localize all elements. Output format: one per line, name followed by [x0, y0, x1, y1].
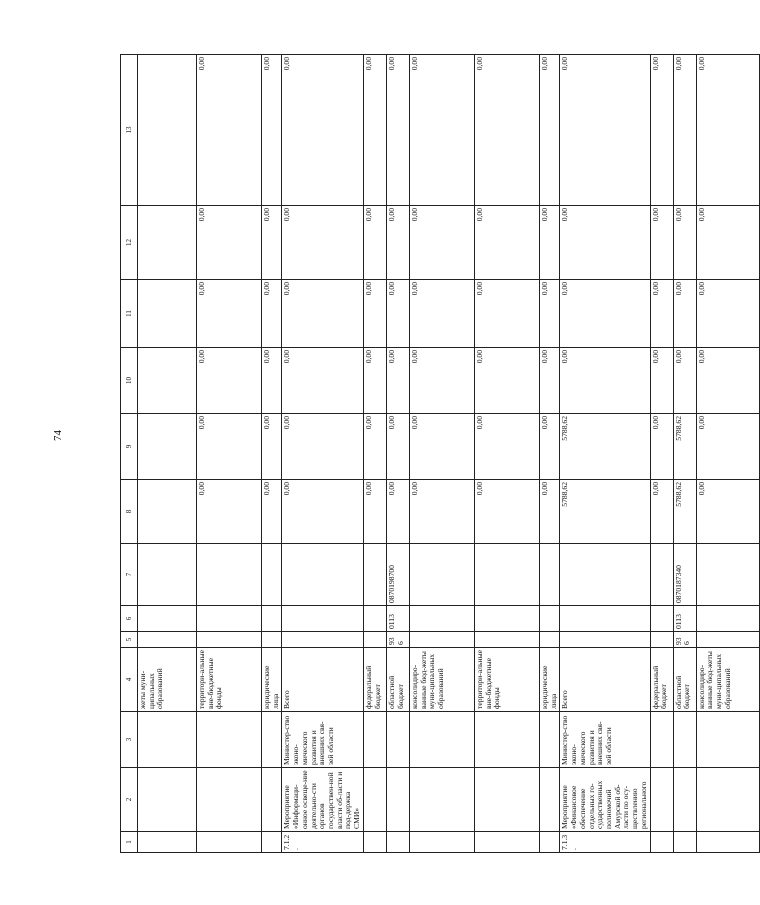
table-cell: [386, 768, 409, 832]
table-row: [474, 55, 539, 853]
table-cell: 0,00: [363, 55, 386, 206]
table-cell: [282, 632, 363, 648]
table-cell: 0,00: [696, 55, 759, 206]
table-cell: Всего: [560, 648, 650, 712]
table-cell: [409, 606, 474, 632]
table-cell: 0,00: [363, 348, 386, 414]
table-cell: [650, 544, 673, 606]
table-cell: [673, 768, 696, 832]
table-cell: 0,00: [409, 280, 474, 348]
table-cell: 0,00: [650, 55, 673, 206]
table-cell: юридические лица: [262, 648, 282, 712]
table-row: [673, 55, 696, 853]
table-cell: [197, 712, 262, 768]
table-cell: [474, 768, 539, 832]
table-cell: 0,00: [474, 280, 539, 348]
table-cell: [474, 632, 539, 648]
table-cell: 5788,62: [560, 480, 650, 544]
table-cell: 0,00: [696, 348, 759, 414]
table-cell: [138, 480, 197, 544]
table-cell: 0,00: [386, 206, 409, 280]
table-cell: 0870187340: [673, 544, 696, 606]
table-cell: [696, 606, 759, 632]
column-header: 1: [121, 832, 138, 853]
table-cell: 0,00: [197, 55, 262, 206]
table-cell: [138, 832, 197, 853]
table-cell: 0,00: [560, 348, 650, 414]
table-row: [539, 55, 559, 853]
table-cell: 0,00: [197, 348, 262, 414]
table-cell: 0,00: [650, 414, 673, 480]
table-cell: [262, 606, 282, 632]
column-header: 9: [121, 414, 138, 480]
table-cell: [363, 832, 386, 853]
table-cell: 0,00: [409, 348, 474, 414]
table-cell: 0,00: [363, 480, 386, 544]
table-cell: 0,00: [560, 206, 650, 280]
table-cell: территори-альные вне-бюджетные фонды: [197, 648, 262, 712]
table-cell: 0,00: [560, 55, 650, 206]
table-cell: [138, 206, 197, 280]
table-cell: консолидиро-ванные бюд-жеты муни-ципальных образований: [696, 648, 759, 712]
table-cell: [539, 832, 559, 853]
table-cell: [409, 712, 474, 768]
table-cell: жеты муни-ципальных образований: [138, 648, 197, 712]
table-row: [409, 55, 474, 853]
table-cell: 0,00: [539, 348, 559, 414]
table-cell: [138, 606, 197, 632]
table-cell: областной бюджет: [386, 648, 409, 712]
table-cell: 0870198700: [386, 544, 409, 606]
table-cell: Министер-ство эконо-мического развития и внешних свя-зей области: [560, 712, 650, 768]
table-cell: 5788,62: [560, 414, 650, 480]
table-cell: 0,00: [673, 348, 696, 414]
table-cell: 0,00: [650, 280, 673, 348]
table-cell: 0,00: [282, 280, 363, 348]
table-cell: 0,00: [539, 414, 559, 480]
table-cell: 0,00: [386, 480, 409, 544]
table-row: [386, 55, 409, 853]
table-cell: [197, 768, 262, 832]
table-row: [262, 55, 282, 853]
table-cell: 0,00: [197, 206, 262, 280]
header-row: [121, 55, 138, 853]
table-cell: 0,00: [262, 414, 282, 480]
table-cell: [696, 832, 759, 853]
table-cell: [560, 544, 650, 606]
table-cell: 0,00: [197, 414, 262, 480]
table-cell: областной бюджет: [673, 648, 696, 712]
table-cell: 0,00: [409, 480, 474, 544]
table-cell: [539, 544, 559, 606]
table-cell: [363, 544, 386, 606]
table-cell: [409, 832, 474, 853]
table-cell: юридические лица: [539, 648, 559, 712]
table-cell: 0,00: [539, 480, 559, 544]
table-cell: 0,00: [262, 280, 282, 348]
table-cell: [138, 55, 197, 206]
table-cell: 0,00: [539, 206, 559, 280]
table-cell: консолидиро-ванные бюд-жеты муни-ципальных образований: [409, 648, 474, 712]
table-row: [696, 55, 759, 853]
table-cell: [474, 832, 539, 853]
column-header: 2: [121, 768, 138, 832]
table-cell: [197, 544, 262, 606]
table-cell: [262, 712, 282, 768]
table-cell: [650, 832, 673, 853]
column-header: 6: [121, 606, 138, 632]
column-header: 10: [121, 348, 138, 414]
table-cell: [363, 768, 386, 832]
table-cell: 0,00: [386, 348, 409, 414]
table-row: [650, 55, 673, 853]
table-cell: [262, 632, 282, 648]
column-header: 12: [121, 206, 138, 280]
table-cell: [262, 544, 282, 606]
table-cell: 0,00: [409, 414, 474, 480]
table-cell: Министер-ство эконо-мического развития и внешних свя-зей области: [282, 712, 363, 768]
table-cell: [696, 544, 759, 606]
table-cell: [363, 712, 386, 768]
table-cell: 0,00: [282, 348, 363, 414]
table-cell: 0,00: [474, 348, 539, 414]
table-cell: 0113: [386, 606, 409, 632]
column-header: 8: [121, 480, 138, 544]
table-cell: 0,00: [474, 414, 539, 480]
table-cell: [138, 632, 197, 648]
table-cell: [282, 606, 363, 632]
table-cell: [409, 544, 474, 606]
table-cell: 0,00: [673, 55, 696, 206]
table-cell: [138, 280, 197, 348]
table-cell: Мероприятие «Информаци-онное освеще-ние деятельно-сти органов государствен-ной власти об-ласти и под-держка СМИ»: [282, 768, 363, 832]
table-cell: [650, 768, 673, 832]
table-cell: 0,00: [197, 480, 262, 544]
table-cell: 7.1.2.: [282, 832, 363, 853]
table-cell: [197, 832, 262, 853]
table-cell: [386, 712, 409, 768]
table-cell: [539, 632, 559, 648]
table-cell: 0,00: [262, 55, 282, 206]
table-cell: 0,00: [262, 348, 282, 414]
table-cell: [696, 712, 759, 768]
table-cell: 0,00: [474, 55, 539, 206]
table-cell: 0,00: [650, 206, 673, 280]
table-cell: [262, 832, 282, 853]
table-cell: федеральный бюджет: [363, 648, 386, 712]
table-cell: 936: [386, 632, 409, 648]
table-cell: 0,00: [696, 480, 759, 544]
table-cell: [673, 832, 696, 853]
column-header: 11: [121, 280, 138, 348]
table-cell: [696, 632, 759, 648]
table-cell: 0,00: [363, 206, 386, 280]
table-cell: [386, 832, 409, 853]
table-cell: 0,00: [282, 414, 363, 480]
table-cell: 0,00: [282, 206, 363, 280]
table-cell: [262, 768, 282, 832]
table-cell: 0,00: [539, 280, 559, 348]
table-cell: [282, 544, 363, 606]
table-cell: 0,00: [474, 480, 539, 544]
table-cell: 0,00: [696, 280, 759, 348]
table-cell: [363, 632, 386, 648]
table-cell: 7.1.3.: [560, 832, 650, 853]
column-header: 3: [121, 712, 138, 768]
table-cell: [138, 348, 197, 414]
table-cell: [474, 712, 539, 768]
table-cell: 0,00: [262, 206, 282, 280]
table-cell: 0,00: [262, 480, 282, 544]
table-cell: 0113: [673, 606, 696, 632]
table-cell: 0,00: [197, 280, 262, 348]
table-cell: 0,00: [673, 280, 696, 348]
table-row: [197, 55, 262, 853]
table-cell: [138, 544, 197, 606]
table-cell: 0,00: [696, 206, 759, 280]
table-cell: 936: [673, 632, 696, 648]
table-cell: 0,00: [282, 480, 363, 544]
table-cell: 0,00: [673, 206, 696, 280]
table-cell: федеральный бюджет: [650, 648, 673, 712]
table-cell: [474, 606, 539, 632]
table-cell: [138, 414, 197, 480]
table-cell: [138, 768, 197, 832]
column-header: 7: [121, 544, 138, 606]
table-row: [363, 55, 386, 853]
table-cell: 0,00: [386, 55, 409, 206]
page-number: 74: [52, 430, 64, 441]
table-cell: 0,00: [650, 480, 673, 544]
table-row: [138, 55, 197, 853]
table-row: [560, 55, 650, 853]
table-cell: [696, 768, 759, 832]
table-cell: [197, 606, 262, 632]
table-cell: 5788,62: [673, 414, 696, 480]
table-cell: [539, 606, 559, 632]
table-cell: Мероприятие «Финансовое обеспечение отдельных го-сударственных полномочий Амурской об-ласти по осу-ществлению регионального: [560, 768, 650, 832]
table-cell: [650, 632, 673, 648]
table-cell: [539, 712, 559, 768]
table-cell: 0,00: [696, 414, 759, 480]
column-header: 5: [121, 632, 138, 648]
table-cell: 0,00: [560, 280, 650, 348]
table-cell: 0,00: [409, 55, 474, 206]
table-cell: 0,00: [474, 206, 539, 280]
table-cell: Всего: [282, 648, 363, 712]
table-cell: [363, 606, 386, 632]
table-cell: 0,00: [386, 414, 409, 480]
table-cell: [650, 606, 673, 632]
budget-table-page: [120, 55, 732, 853]
table-cell: 0,00: [650, 348, 673, 414]
table-cell: 0,00: [409, 206, 474, 280]
table-cell: 0,00: [363, 414, 386, 480]
table-cell: [409, 632, 474, 648]
table-cell: 0,00: [363, 280, 386, 348]
table-cell: [560, 606, 650, 632]
table-cell: 5788,62: [673, 480, 696, 544]
column-header: 4: [121, 648, 138, 712]
table-cell: территори-альные вне-бюджетные фонды: [474, 648, 539, 712]
budget-table: [120, 54, 760, 853]
table-cell: [409, 768, 474, 832]
table-cell: 0,00: [386, 280, 409, 348]
table-cell: 0,00: [282, 55, 363, 206]
table-cell: [474, 544, 539, 606]
table-cell: [560, 632, 650, 648]
table-cell: [138, 712, 197, 768]
table-cell: [539, 768, 559, 832]
table-row: [282, 55, 363, 853]
table-cell: [650, 712, 673, 768]
table-cell: [673, 712, 696, 768]
table-cell: [197, 632, 262, 648]
table-cell: 0,00: [539, 55, 559, 206]
column-header: 13: [121, 55, 138, 206]
